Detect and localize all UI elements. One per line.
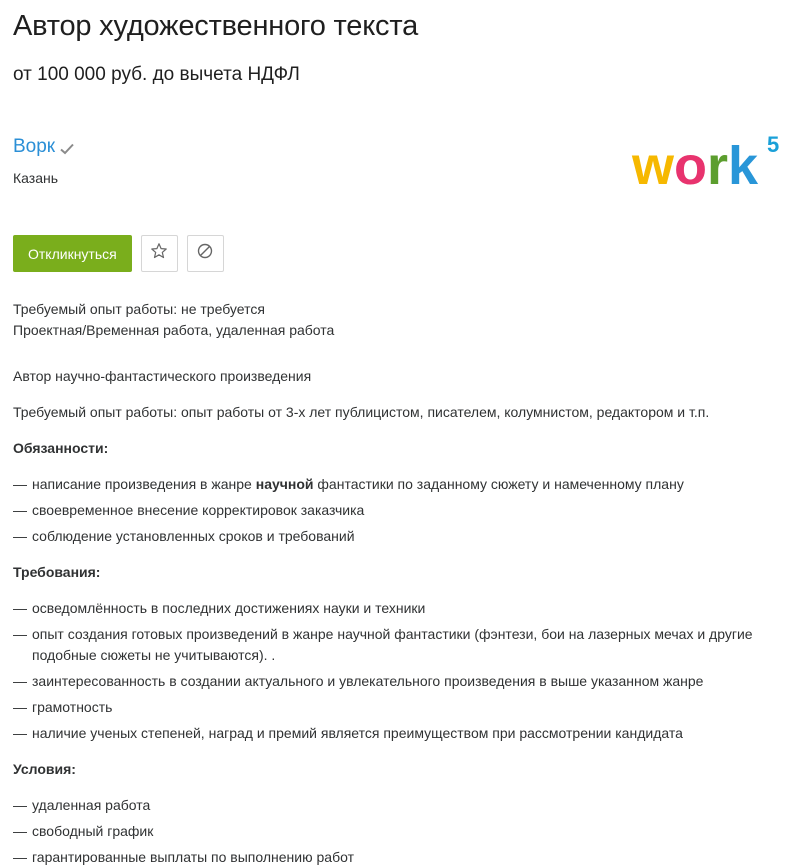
list-item: — осведомлённость в последних достижениях науки и техники (13, 598, 783, 619)
list-item: — наличие ученых степеней, наград и премий является преимуществом при рассмотрении кандидата (13, 723, 783, 744)
description-experience: Требуемый опыт работы: опыт работы от 3-х лет публицистом, писателем, колумнистом, редактором и т.п. (13, 404, 710, 420)
favorite-button[interactable] (141, 235, 178, 272)
requirements-list (13, 598, 783, 744)
block-icon (196, 242, 214, 265)
duty-text-pre: написание произведения в жанре (32, 476, 256, 492)
svg-text:work: work (632, 136, 759, 196)
list-item: — своевременное внесение корректировок заказчика (13, 500, 783, 521)
list-item: — соблюдение установленных сроков и требований (13, 526, 783, 547)
logo-superscript: 5 (767, 132, 780, 157)
list-item: — грамотность (13, 697, 783, 718)
star-icon (150, 242, 168, 265)
requirements-title: Требования: (13, 564, 101, 580)
duties-title: Обязанности: (13, 440, 109, 456)
respond-button[interactable]: Откликнуться (13, 235, 132, 272)
vacancy-title: Автор художественного текста (13, 10, 419, 42)
list-item: — заинтересованность в создании актуального и увлекательного произведения в выше указанном жанре (13, 671, 783, 692)
list-item: — удаленная работа (13, 795, 783, 816)
conditions-list (13, 795, 783, 868)
hide-button[interactable] (187, 235, 224, 272)
conditions-title: Условия: (13, 761, 76, 777)
company-row (13, 136, 75, 158)
experience-required: Требуемый опыт работы: не требуется (13, 301, 265, 317)
list-item: — гарантированные выплаты по выполнению работ (13, 847, 783, 868)
employment-type: Проектная/Временная работа, удаленная работа (13, 322, 335, 338)
duty-text-bold: научной (255, 476, 314, 492)
action-bar (13, 235, 224, 272)
vacancy-meta (13, 299, 334, 341)
company-city: Казань (13, 170, 59, 186)
list-item (13, 474, 783, 495)
list-item: — опыт создания готовых произведений в жанре научной фантастики (фэнтези, бои на лазерных мечах и другие подобные сюжеты не учитываются). . (13, 624, 783, 666)
company-link[interactable]: Ворк (13, 136, 56, 157)
duties-list (13, 474, 783, 547)
vacancy-salary: от 100 000 руб. до вычета НДФЛ (13, 64, 300, 85)
check-icon (59, 141, 75, 157)
list-item: — свободный график (13, 821, 783, 842)
duty-text-post: фантастики по заданному сюжету и намеченному плану (313, 476, 684, 492)
vacancy-description (13, 366, 783, 868)
description-intro: Автор научно-фантастического произведения (13, 368, 312, 384)
company-logo[interactable] (630, 124, 786, 196)
